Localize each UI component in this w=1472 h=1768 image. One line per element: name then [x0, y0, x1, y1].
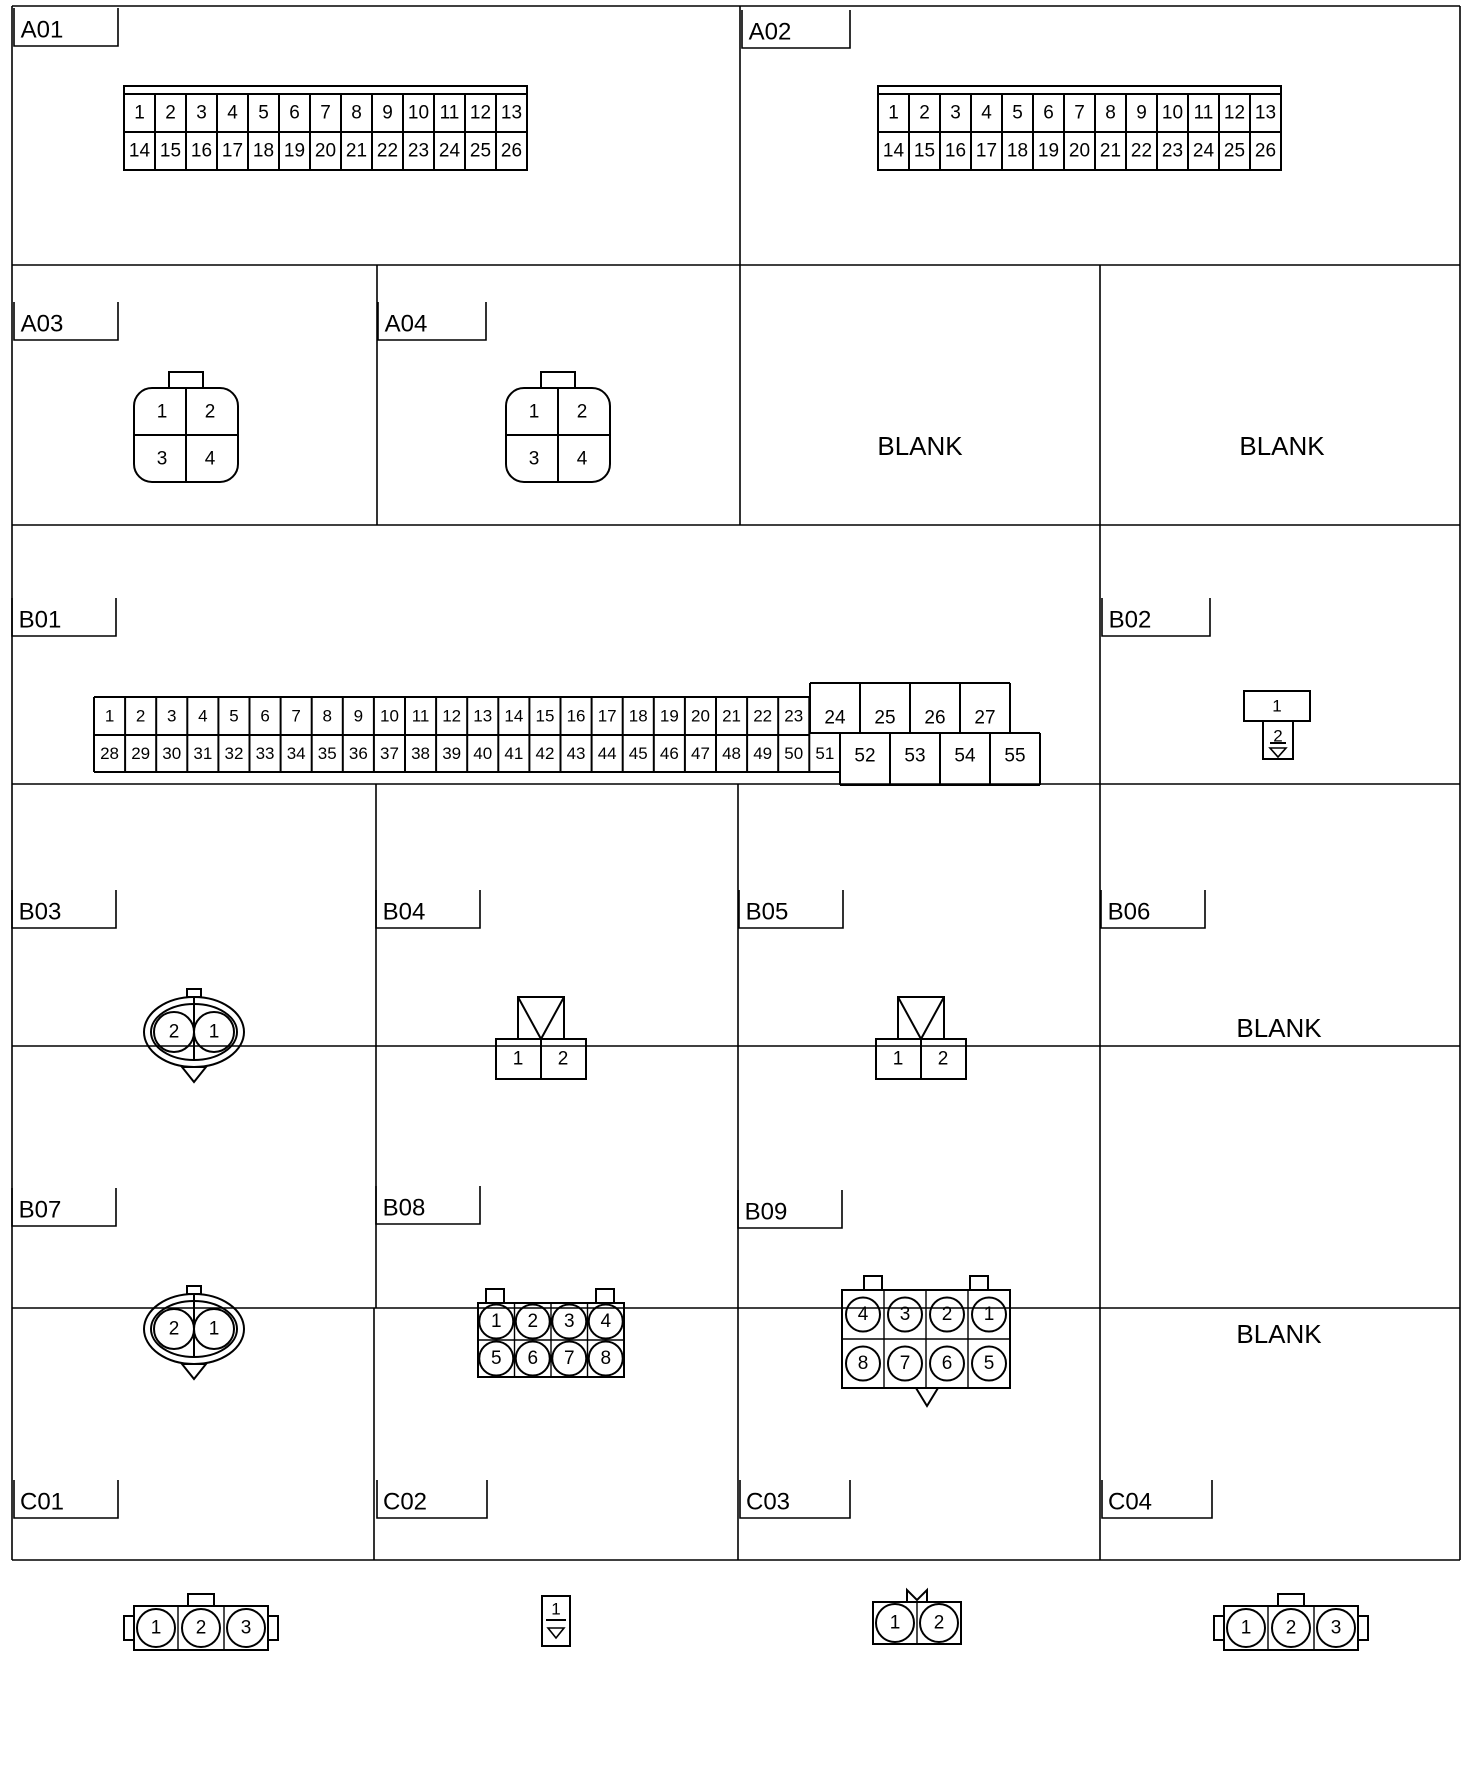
pin-13: 13: [1254, 102, 1277, 124]
pin-17: 17: [221, 140, 244, 162]
connector-label-c03: [740, 1480, 850, 1518]
connector-id: B07: [18, 1196, 62, 1224]
pin-25: 25: [874, 707, 896, 729]
connector-id: C01: [19, 1488, 65, 1516]
pin-45: 45: [628, 744, 648, 763]
connector-id: C04: [1107, 1488, 1153, 1516]
pin-54: 54: [954, 745, 976, 767]
connector-id: B01: [18, 606, 62, 634]
pin-2: 2: [576, 401, 588, 423]
pin-1: 1: [156, 401, 168, 423]
pin-2: 2: [557, 1048, 569, 1070]
connector-label-b05: [739, 890, 843, 928]
pin-31: 31: [193, 744, 213, 763]
connector-a03: [134, 372, 238, 482]
pin-1: 1: [512, 1048, 524, 1070]
blank-label: BLANK: [1236, 1013, 1322, 1043]
pin-6: 6: [1043, 102, 1054, 124]
pin-44: 44: [597, 744, 617, 763]
pin-2: 2: [933, 1612, 945, 1634]
connector-label-b09: [738, 1190, 842, 1228]
connector-id: B05: [745, 898, 789, 926]
pin-1: 1: [892, 1048, 904, 1070]
pin-55: 55: [1004, 745, 1026, 767]
pin-10: 10: [379, 706, 399, 726]
pin-6: 6: [941, 1353, 953, 1374]
pin-13: 13: [473, 706, 493, 726]
pin-8: 8: [600, 1348, 612, 1369]
connector-b07: [144, 1286, 244, 1379]
connector-id: B08: [382, 1194, 426, 1222]
connector-id: C02: [382, 1488, 428, 1516]
pin-43: 43: [566, 744, 586, 763]
pin-6: 6: [289, 102, 300, 124]
pin-11: 11: [411, 706, 430, 726]
pin-7: 7: [1074, 102, 1085, 124]
pin-17: 17: [975, 140, 998, 162]
connector-label-a04: [378, 302, 486, 340]
pin-53: 53: [904, 745, 926, 767]
pin-10: 10: [407, 102, 430, 124]
pin-3: 3: [899, 1304, 911, 1325]
blank-cell: [1236, 1013, 1322, 1043]
pin-4: 4: [981, 102, 992, 124]
pin-14: 14: [882, 140, 905, 162]
pin-1: 1: [490, 1311, 502, 1332]
pin-30: 30: [162, 744, 182, 763]
connector-c02: [542, 1596, 570, 1646]
blank-label: BLANK: [1239, 431, 1325, 461]
pin-5: 5: [229, 706, 239, 726]
pin-1: 1: [528, 401, 540, 423]
pin-8: 8: [1105, 102, 1116, 124]
pin-24: 24: [824, 707, 846, 729]
pin-3: 3: [563, 1311, 575, 1332]
pin-14: 14: [128, 140, 151, 162]
connector-c01: [124, 1594, 278, 1650]
pin-3: 3: [167, 706, 177, 726]
pin-2: 2: [168, 1318, 180, 1340]
pin-3: 3: [950, 102, 961, 124]
pin-32: 32: [224, 744, 244, 763]
connector-id: B02: [1108, 606, 1152, 634]
blank-cell: [877, 431, 963, 461]
pin-18: 18: [628, 706, 648, 726]
pin-26: 26: [924, 707, 946, 729]
pin-18: 18: [1006, 140, 1029, 162]
connector-b08: [478, 1289, 624, 1377]
pin-5: 5: [1012, 102, 1023, 124]
pin-40: 40: [473, 744, 493, 763]
pin-1: 1: [983, 1304, 995, 1325]
pin-2: 2: [204, 401, 216, 423]
pin-22: 22: [753, 706, 773, 726]
pin-11: 11: [439, 102, 460, 124]
connector-label-c04: [1102, 1480, 1212, 1518]
pin-2: 2: [1285, 1617, 1297, 1639]
pin-23: 23: [1161, 140, 1184, 162]
connector-label-b08: [376, 1186, 480, 1224]
pin-33: 33: [255, 744, 275, 763]
pin-51: 51: [815, 744, 835, 763]
pin-3: 3: [528, 448, 540, 470]
pin-11: 11: [1193, 102, 1214, 124]
pin-41: 41: [504, 744, 524, 763]
pin-29: 29: [131, 744, 151, 763]
pin-8: 8: [857, 1353, 869, 1374]
pin-22: 22: [376, 140, 399, 162]
blank-label: BLANK: [1236, 1319, 1322, 1349]
pin-2: 2: [919, 102, 930, 124]
pin-13: 13: [500, 102, 523, 124]
pin-37: 37: [379, 744, 399, 763]
pin-20: 20: [314, 140, 337, 162]
pin-4: 4: [227, 102, 238, 124]
pin-3: 3: [1330, 1617, 1342, 1639]
pin-15: 15: [159, 140, 182, 162]
connector-a02: [878, 86, 1281, 170]
pin-4: 4: [204, 448, 216, 470]
pin-15: 15: [913, 140, 936, 162]
pin-9: 9: [353, 706, 364, 726]
pin-1: 1: [208, 1318, 220, 1340]
pin-38: 38: [411, 744, 431, 763]
pin-1: 1: [551, 1599, 561, 1619]
pin-35: 35: [317, 744, 337, 763]
connector-id: C03: [745, 1488, 791, 1516]
pin-24: 24: [1192, 140, 1215, 162]
connector-b03: [144, 989, 244, 1082]
connector-label-c02: [377, 1480, 487, 1518]
connector-label-b04: [376, 890, 480, 928]
pin-23: 23: [407, 140, 430, 162]
pin-1: 1: [104, 706, 115, 726]
pin-15: 15: [535, 706, 555, 726]
connector-label-b07: [12, 1188, 116, 1226]
connector-label-b03: [12, 890, 116, 928]
connector-label-a02: [742, 10, 850, 48]
pin-2: 2: [165, 102, 176, 124]
pin-26: 26: [1254, 140, 1277, 162]
pin-47: 47: [690, 744, 710, 763]
pin-8: 8: [351, 102, 362, 124]
connector-id: B03: [18, 898, 62, 926]
pin-16: 16: [944, 140, 967, 162]
pin-4: 4: [857, 1304, 869, 1325]
pin-24: 24: [438, 140, 461, 162]
connector-label-c01: [14, 1480, 118, 1518]
pin-7: 7: [320, 102, 331, 124]
pin-7: 7: [563, 1348, 575, 1369]
connector-a01: [124, 86, 527, 170]
pin-17: 17: [597, 706, 617, 726]
pin-34: 34: [286, 744, 306, 763]
pin-2: 2: [195, 1617, 207, 1639]
blank-label: BLANK: [877, 431, 963, 461]
pin-2: 2: [135, 706, 146, 726]
pin-50: 50: [784, 744, 804, 763]
pin-4: 4: [576, 448, 588, 470]
connector-id: B06: [1107, 898, 1151, 926]
pin-10: 10: [1161, 102, 1184, 124]
pin-26: 26: [500, 140, 523, 162]
connector-c03: [873, 1590, 961, 1644]
pin-8: 8: [322, 706, 332, 726]
pin-46: 46: [659, 744, 679, 763]
connector-b01: [94, 683, 1040, 785]
pin-25: 25: [469, 140, 492, 162]
pin-3: 3: [240, 1617, 252, 1639]
pin-39: 39: [442, 744, 462, 763]
connector-b05: [876, 997, 966, 1079]
pin-14: 14: [504, 706, 524, 726]
connector-label-b06: [1101, 890, 1205, 928]
pin-21: 21: [722, 706, 742, 726]
pin-4: 4: [198, 706, 208, 726]
pin-25: 25: [1223, 140, 1246, 162]
connector-id: A04: [384, 310, 428, 338]
connector-id: B09: [744, 1198, 788, 1226]
connector-id: A03: [20, 310, 64, 338]
pin-52: 52: [854, 745, 876, 767]
pin-21: 21: [1099, 140, 1122, 162]
pin-2: 2: [1273, 726, 1283, 746]
pin-9: 9: [1136, 102, 1147, 124]
connector-label-a03: [14, 302, 118, 340]
pin-1: 1: [134, 102, 145, 124]
pin-16: 16: [190, 140, 213, 162]
pin-20: 20: [690, 706, 710, 726]
pin-12: 12: [1223, 102, 1246, 124]
blank-cell: [1239, 431, 1325, 461]
pin-12: 12: [442, 706, 462, 726]
pin-22: 22: [1130, 140, 1153, 162]
pin-28: 28: [100, 744, 120, 763]
pin-2: 2: [937, 1048, 949, 1070]
pin-1: 1: [150, 1617, 162, 1639]
pin-6: 6: [260, 706, 270, 726]
pin-1: 1: [208, 1021, 220, 1043]
pin-19: 19: [659, 706, 679, 726]
pin-1: 1: [1272, 696, 1282, 716]
connector-b02: [1244, 691, 1310, 759]
connector-id: A01: [20, 16, 64, 44]
pin-3: 3: [196, 102, 207, 124]
pin-42: 42: [535, 744, 555, 763]
pin-49: 49: [753, 744, 773, 763]
pin-21: 21: [345, 140, 368, 162]
pin-1: 1: [888, 102, 899, 124]
connector-label-b01: [12, 598, 116, 636]
connector-c04: [1214, 1594, 1368, 1650]
pin-48: 48: [722, 744, 742, 763]
pin-6: 6: [527, 1348, 539, 1369]
pin-1: 1: [889, 1612, 901, 1634]
pin-5: 5: [983, 1353, 995, 1374]
pin-18: 18: [252, 140, 275, 162]
connector-id: B04: [382, 898, 426, 926]
blank-cell: [1236, 1319, 1322, 1349]
pin-5: 5: [258, 102, 269, 124]
pin-16: 16: [566, 706, 586, 726]
pin-2: 2: [941, 1304, 953, 1325]
pin-9: 9: [382, 102, 393, 124]
connector-b09: [842, 1276, 1010, 1406]
pin-7: 7: [899, 1353, 911, 1374]
pin-2: 2: [527, 1311, 539, 1332]
pin-27: 27: [974, 707, 996, 729]
pin-23: 23: [784, 706, 804, 726]
pin-36: 36: [348, 744, 368, 763]
connector-b04: [496, 997, 586, 1079]
pin-12: 12: [469, 102, 492, 124]
pin-2: 2: [168, 1021, 180, 1043]
connector-label-b02: [1102, 598, 1210, 636]
connector-label-a01: [14, 8, 118, 46]
pin-3: 3: [156, 448, 168, 470]
pin-4: 4: [600, 1311, 612, 1332]
pin-19: 19: [1037, 140, 1060, 162]
connector-a04: [506, 372, 610, 482]
pin-7: 7: [291, 706, 301, 726]
pin-5: 5: [490, 1348, 502, 1369]
pin-19: 19: [283, 140, 306, 162]
pin-1: 1: [1240, 1617, 1252, 1639]
connector-id: A02: [748, 18, 792, 46]
pin-20: 20: [1068, 140, 1091, 162]
